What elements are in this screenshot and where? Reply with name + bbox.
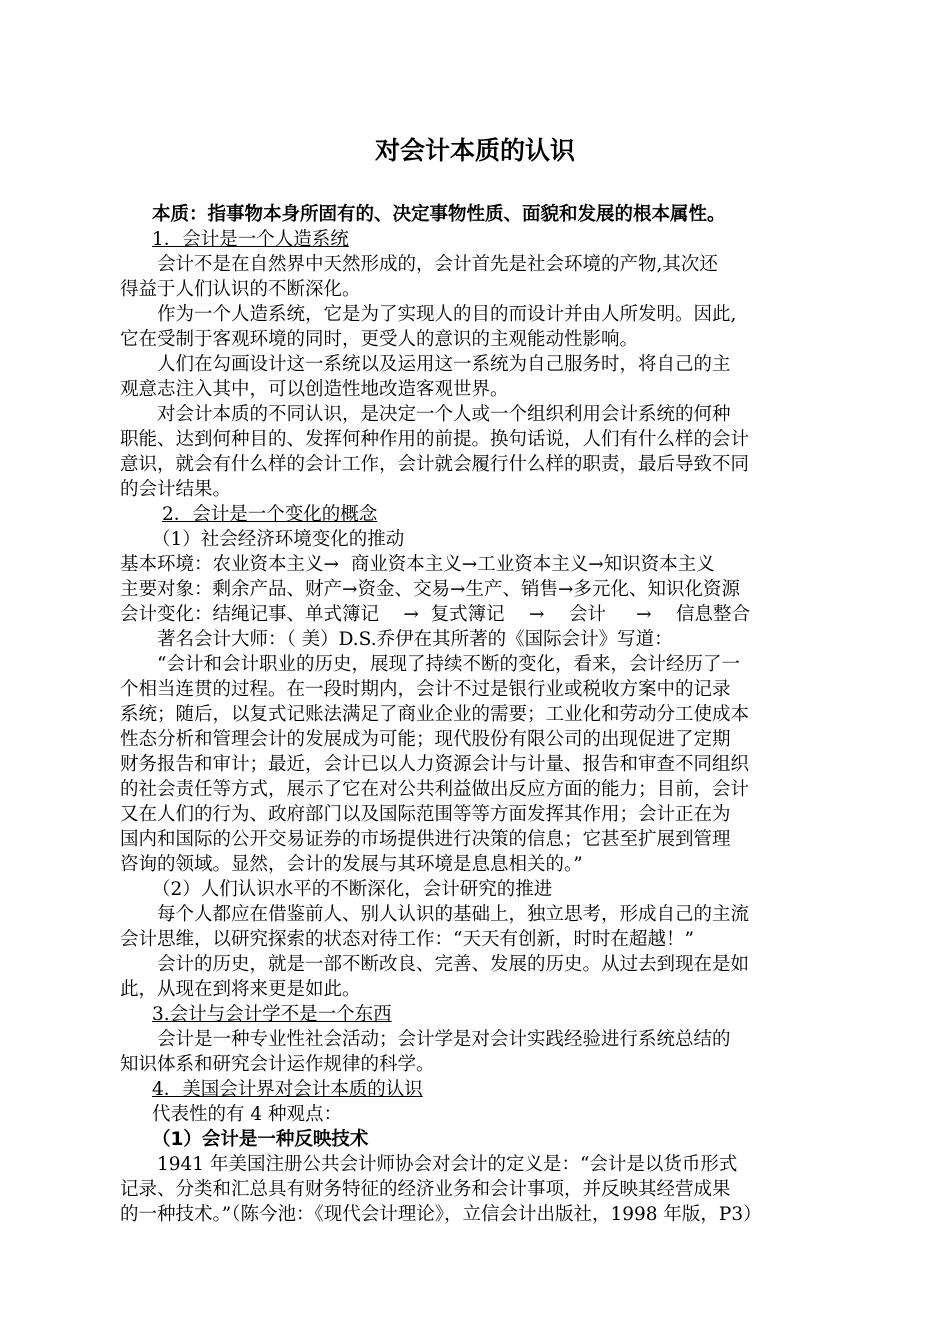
paragraph-line: 此，从现在到将来更是如此。 — [120, 979, 361, 1000]
objects-row: 主要对象：剩余产品、财产→资金、交易→生产、销售→多元化、知识化资源 — [120, 579, 741, 600]
paragraph-line: 会计是一种专业性社会活动；会计学是对会计实践经验进行系统总结的 — [120, 1029, 731, 1050]
quote-line: 系统；随后，以复式记账法满足了商业企业的需要；工业化和劳动分工使成本 — [120, 704, 750, 725]
quote-line: 国内和国际的公开交易证券的市场提供进行决策的信息；它甚至扩展到管理 — [120, 829, 731, 850]
document-title: 对会计本质的认识 — [374, 136, 575, 165]
paragraph-line: 每个人都应在借鉴前人、别人认识的基础上，独立思考，形成自己的主流 — [120, 904, 750, 925]
section-heading-4: 4．美国会计界对会计本质的认识 — [152, 1079, 423, 1100]
quote-line: 个相当连贯的过程。在一段时期内，会计不过是银行业或税收方案中的记录 — [120, 679, 731, 700]
paragraph-line: 作为一个人造系统，它是为了实现人的目的而设计并由人所发明。因此, — [120, 304, 737, 325]
paragraph-line: 会计的历史，就是一部不断改良、完善、发展的历史。从过去到现在是如 — [120, 954, 750, 975]
quote-line: 性态分析和管理会计的发展成为可能；现代股份有限公司的出现促进了定期 — [120, 729, 731, 750]
quote-line: “会计和会计职业的历史，展现了持续不断的变化，看来，会计经历了一 — [120, 654, 740, 675]
paragraph-line: 人们在勾画设计这一系统以及运用这一系统为自己服务时，将自己的主 — [120, 354, 731, 375]
paragraph-line: 得益于人们认识的不断深化。 — [120, 279, 361, 300]
paragraph-line: 著名会计大师：（ 美）D.S.乔伊在其所著的《国际会计》写道： — [120, 629, 673, 650]
paragraph-line: 代表性的有 4 种观点： — [152, 1104, 343, 1125]
section-heading-1: 1．会计是一个人造系统 — [152, 229, 349, 250]
paragraph-line: 观意志注入其中，可以创造性地改造客观世界。 — [120, 379, 509, 400]
paragraph-line: 意识，就会有什么样的会计工作，会计就会履行什么样的职责，最后导致不同 — [120, 454, 750, 475]
paragraph-line: 的会计结果。 — [120, 479, 232, 500]
quote-line: 又在人们的行为、政府部门以及国际范围等等方面发挥其作用；会计正在为 — [120, 804, 731, 825]
paragraph-line: 会计思维，以研究探索的状态对待工作：“天天有创新，时时在超越！” — [120, 929, 694, 950]
quote-line: 财务报告和审计；最近，会计已以人力资源会计与计量、报告和审查不同组织 — [120, 754, 750, 775]
subsection-heading: （1）社会经济环境变化的推动 — [152, 529, 405, 550]
paragraph-line: 会计不是在自然界中天然形成的，会计首先是社会环境的产物,其次还 — [120, 254, 718, 275]
paragraph-line: 它在受制于客观环境的同时，更受人的意识的主观能动性影响。 — [120, 329, 639, 350]
environment-row: 基本环境：农业资本主义→ 商业资本主义→工业资本主义→知识资本主义 — [120, 554, 715, 575]
quote-line: 咨询的领域。显然，会计的发展与其环境是息息相关的。” — [120, 854, 583, 875]
subsection-heading: （2）人们认识水平的不断深化，会计研究的推进 — [152, 879, 553, 900]
paragraph-line: 职能、达到何种目的、发挥何种作用的前提。换句话说，人们有什么样的会计 — [120, 429, 750, 450]
paragraph-line: 对会计本质的不同认识，是决定一个人或一个组织利用会计系统的何种 — [120, 404, 731, 425]
paragraph-line: 知识体系和研究会计运作规律的科学。 — [120, 1054, 435, 1075]
paragraph-line: 记录、分类和汇总具有财务特征的经济业务和会计事项，并反映其经营成果 — [120, 1179, 731, 1200]
paragraph-line: 的一种技术。”（陈今池：《现代会计理论》，立信会计出版社，1998 年版，P3） — [120, 1204, 762, 1225]
quote-line: 的社会责任等方式，展示了它在对公共利益做出反应方面的能力；目前，会计 — [120, 779, 750, 800]
accounting-change-row: 会计变化：结绳记事、单式簿记 → 复式簿记 → 会计 → 信息整合 — [120, 604, 751, 625]
section-heading-2: 2．会计是一个变化的概念 — [162, 504, 378, 525]
section-heading-3: 3.会计与会计学不是一个东西 — [152, 1004, 392, 1025]
subsection-heading-bold: （1）会计是一种反映技术 — [152, 1129, 369, 1150]
paragraph-line: 1941 年美国注册公共会计师协会对会计的定义是：“会计是以货币形式 — [120, 1154, 738, 1175]
definition-line: 本质：指事物本身所固有的、决定事物性质、面貌和发展的根本属性。 — [152, 204, 726, 225]
